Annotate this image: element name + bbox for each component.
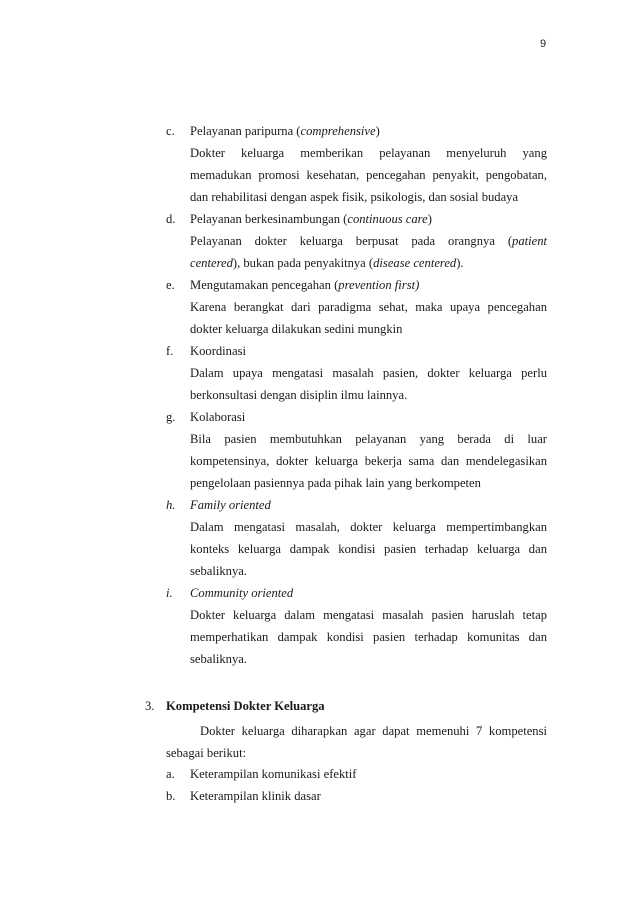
subitem-text: Keterampilan komunikasi efektif: [190, 767, 357, 781]
item-letter: f.: [166, 344, 174, 358]
section-intro-line: Dokter keluarga diharapkan agar dapat memenuhi 7 kompetensi: [200, 724, 547, 738]
body-line: memperhatikan dampak kondisi pasien terhadap komunitas dan: [190, 630, 547, 644]
subitem-text: Keterampilan klinik dasar: [190, 789, 321, 803]
body-line: Dokter keluarga memberikan pelayanan menyeluruh yang: [190, 146, 547, 160]
item-title: Pelayanan paripurna (comprehensive): [190, 124, 380, 138]
body-line: Dalam mengatasi masalah, dokter keluarga mempertimbangkan: [190, 520, 547, 534]
section-intro-line: sebagai berikut:: [166, 746, 247, 760]
body-line: Pelayanan dokter keluarga berpusat pada orangnya (patient: [190, 234, 547, 248]
subitem-letter: a.: [166, 767, 175, 781]
item-title: Family oriented: [190, 498, 271, 512]
subitem-letter: b.: [166, 789, 176, 803]
item-letter: e.: [166, 278, 175, 292]
body-line: centered), bukan pada penyakitnya (disease centered).: [190, 256, 464, 270]
item-title: Pelayanan berkesinambungan (continuous care): [190, 212, 432, 226]
item-title: Community oriented: [190, 586, 294, 600]
page-number: 9: [540, 38, 547, 50]
section-heading: Kompetensi Dokter Keluarga: [166, 699, 325, 713]
body-line: dokter keluarga dilakukan sedini mungkin: [190, 322, 403, 336]
body-line: Bila pasien membutuhkan pelayanan yang berada di luar: [190, 432, 547, 446]
body-line: kompetensinya, dokter keluarga bekerja sama dan mendelegasikan: [190, 454, 547, 468]
item-letter: c.: [166, 124, 175, 138]
body-line: Karena berangkat dari paradigma sehat, maka upaya pencegahan: [190, 300, 547, 314]
body-line: konteks keluarga dampak kondisi pasien terhadap keluarga dan: [190, 542, 547, 556]
section-number: 3.: [145, 699, 155, 713]
body-line: pengelolaan pasiennya pada pihak lain yang berkompeten: [190, 476, 481, 490]
item-title: Mengutamakan pencegahan (prevention first): [190, 278, 420, 292]
body-line: sebaliknya.: [190, 564, 248, 578]
item-letter: h.: [166, 498, 176, 512]
body-line: dan rehabilitasi dengan aspek fisik, psikologis, dan sosial budaya: [190, 190, 519, 204]
item-letter: g.: [166, 410, 176, 424]
body-line: Dokter keluarga dalam mengatasi masalah pasien haruslah tetap: [190, 608, 547, 622]
body-line: sebaliknya.: [190, 652, 248, 666]
body-line: memadukan promosi kesehatan, pencegahan penyakit, pengobatan,: [190, 168, 547, 182]
body-line: berkonsultasi dengan disiplin ilmu lainnya.: [190, 388, 408, 402]
item-letter: i.: [166, 586, 173, 600]
item-title: Kolaborasi: [190, 410, 246, 424]
body-line: Dalam upaya mengatasi masalah pasien, dokter keluarga perlu: [190, 366, 547, 380]
item-title: Koordinasi: [190, 344, 246, 358]
item-letter: d.: [166, 212, 176, 226]
